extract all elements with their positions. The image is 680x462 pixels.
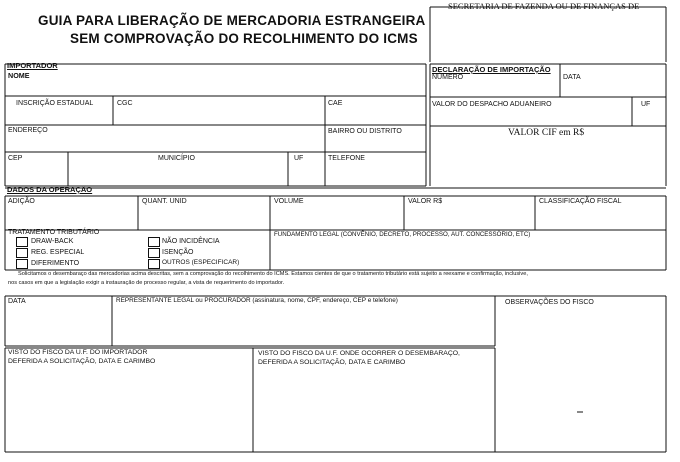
valor-label: VALOR R$: [408, 198, 443, 205]
diferimento-checkbox[interactable]: [16, 259, 28, 269]
data-di-label: DATA: [563, 74, 581, 81]
endereco-label: ENDEREÇO: [8, 127, 48, 134]
cgc-label: CGC: [117, 100, 133, 107]
observacoes-fisco-label: OBSERVAÇÕES DO FISCO: [505, 299, 594, 306]
valor-despacho-label: VALOR DO DESPACHO ADUANEIRO: [432, 101, 552, 108]
reg-especial-label: REG. ESPECIAL: [31, 249, 85, 256]
outros-checkbox[interactable]: [148, 259, 160, 269]
telefone-label: TELEFONE: [328, 155, 365, 162]
municipio-label: MUNICÍPIO: [158, 155, 195, 162]
visto-importador-line2: DEFERIDA A SOLICITAÇÃO, DATA E CARIMBO: [8, 358, 156, 365]
declaration-text-line1: Solicitamos o desembaraço das mercadorias acima descritas, sem a comprovação do recolhimento do ICMS. Estamos cientes de que o tratamento tributário está sujeito a reexame e confirmação, inclusive,: [18, 271, 528, 277]
cep-label: CEP: [8, 155, 23, 162]
data-label: DATA: [8, 298, 26, 305]
uf-di-label: UF: [641, 101, 651, 108]
drawback-checkbox[interactable]: [16, 237, 28, 247]
nao-incidencia-label: NÃO INCIDÊNCIA: [162, 238, 220, 245]
drawback-label: DRAW-BACK: [31, 238, 74, 245]
cae-label: CAE: [328, 100, 343, 107]
declaracao-section-title: DECLARAÇÃO DE IMPORTAÇÃO: [432, 65, 551, 74]
visto-desembaraco-line1: VISTO DO FISCO DA U.F. ONDE OCORRER O DESEMBARAÇO,: [258, 350, 460, 357]
numero-label: NÚMERO: [432, 74, 464, 81]
form-title-line1: GUIA PARA LIBERAÇÃO DE MERCADORIA ESTRANGEIRA: [38, 13, 426, 28]
tratamento-tributario-label: TRATAMENTO TRIBUTÁRIO: [8, 229, 100, 236]
bairro-label: BAIRRO OU DISTRITO: [328, 128, 402, 135]
inscricao-estadual-label: INSCRIÇÃO ESTADUAL: [16, 100, 94, 107]
representante-legal-label: REPRESENTANTE LEGAL ou PROCURADOR (assinatura, nome, CPF, endereço, CEP e telefone): [116, 297, 398, 304]
reg-especial-checkbox[interactable]: [16, 248, 28, 258]
form-title-line2: SEM COMPROVAÇÃO DO RECOLHIMENTO DO ICMS: [70, 31, 418, 46]
nome-label: NOME: [8, 71, 30, 80]
declaration-text-line2: nos casos em que a legislação exigir a instauração de processo regular, a vista de requerimento do importador.: [8, 280, 285, 286]
volume-label: VOLUME: [274, 198, 304, 205]
uf-label: UF: [294, 155, 304, 162]
outros-label: OUTROS (ESPECIFICAR): [162, 259, 240, 266]
visto-importador-line1: VISTO DO FISCO DA U.F. DO IMPORTADOR: [8, 349, 148, 356]
isencao-checkbox[interactable]: [148, 248, 160, 258]
importador-section-title: IMPORTADOR: [7, 61, 58, 70]
valor-cif-label: VALOR CIF em R$: [508, 128, 585, 138]
visto-desembaraco-line2: DEFERIDA A SOLICITAÇÃO, DATA E CARIMBO: [258, 359, 406, 366]
nao-incidencia-checkbox[interactable]: [148, 237, 160, 247]
quant-unid-label: QUANT. UNID: [142, 198, 187, 205]
secretaria-label: SECRETARIA DE FAZENDA OU DE FINANÇAS DE: [448, 1, 640, 11]
diferimento-label: DIFERIMENTO: [31, 260, 80, 267]
classificacao-fiscal-label: CLASSIFICAÇÃO FISCAL: [539, 198, 622, 205]
adicao-label: ADIÇÃO: [8, 198, 35, 205]
fundamento-legal-label: FUNDAMENTO LEGAL (CONVÊNIO, DECRETO, PROCESSO, AUT. CONCESSÓRIO, ETC): [274, 231, 531, 238]
operacao-section-title: DADOS DA OPERAÇÃO: [7, 185, 93, 194]
isencao-label: ISENÇÃO: [162, 249, 194, 256]
